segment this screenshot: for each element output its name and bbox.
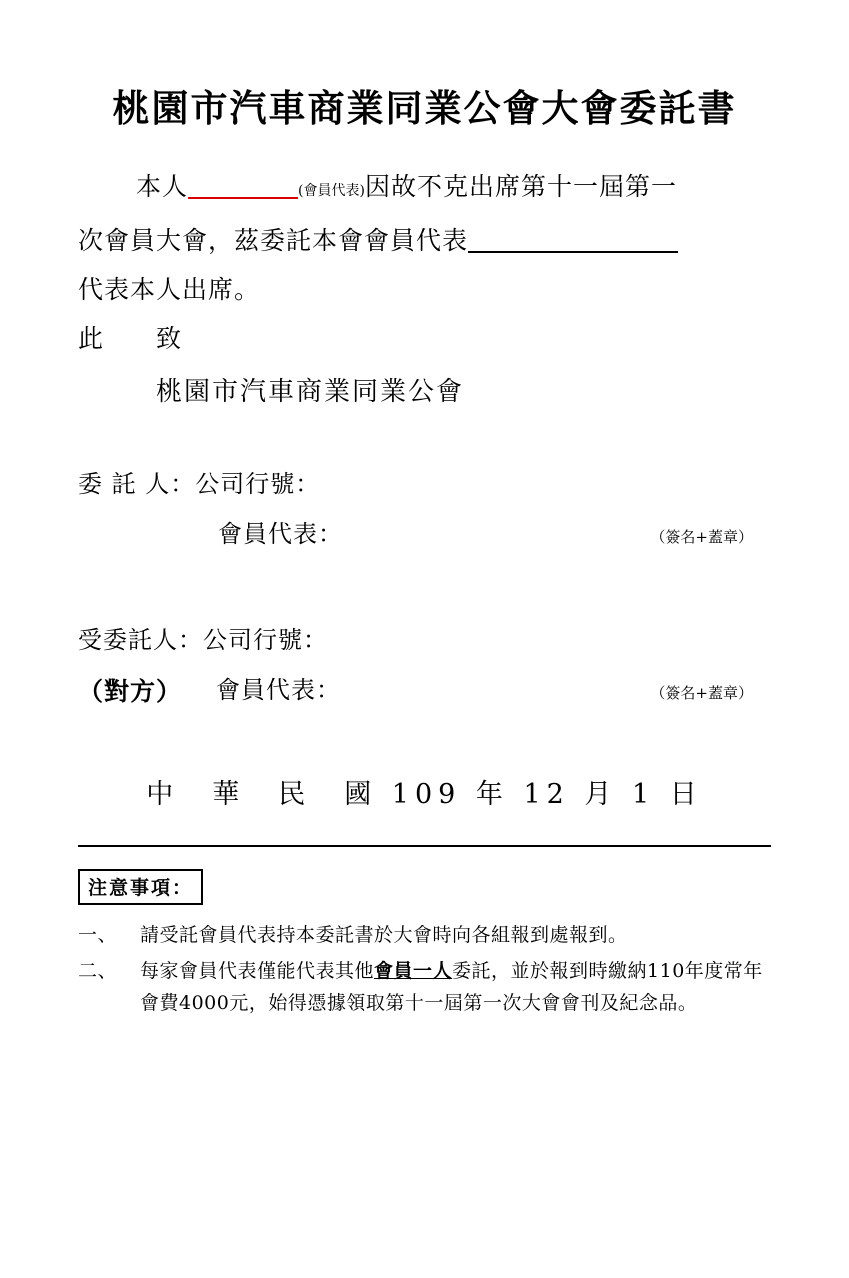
principal-company-label: 委 託 人：公司行號： — [78, 470, 321, 498]
paragraph-line-3 — [78, 265, 771, 314]
paragraph-line-1 — [78, 162, 771, 216]
divider — [78, 845, 771, 847]
note-number: 一、 — [78, 924, 118, 946]
association-name: 桃園市汽車商業同業公會 — [156, 377, 465, 407]
paragraph-line-2 — [78, 216, 771, 265]
agent-name-blank[interactable] — [468, 251, 678, 253]
self-label: 本人 — [136, 172, 189, 201]
principal-seal-note: （簽名+蓋章） — [650, 528, 753, 546]
closing-text: 此 致 — [78, 324, 183, 353]
list-item — [78, 955, 771, 1019]
note-text: 請受託會員代表持本委託書於大會時向各組報到處報到。 — [140, 924, 628, 946]
agent-company-row — [78, 620, 771, 670]
signature-block — [78, 464, 771, 720]
note-number: 二、 — [78, 960, 118, 982]
note-text-emphasis: 會員一人 — [374, 960, 453, 982]
note-text — [140, 955, 771, 1019]
principal-company-row — [78, 464, 771, 514]
notice-heading: 注意事項： — [78, 869, 203, 905]
member-rep-note: (會員代表) — [298, 183, 365, 199]
principal-rep-row — [78, 514, 771, 564]
spacer — [78, 564, 771, 620]
list-item — [78, 919, 771, 951]
paragraph-line-2-text: 次會員大會，茲委託本會會員代表 — [78, 226, 469, 255]
principal-rep-label: 會員代表： — [218, 520, 343, 548]
agent-rep-row — [78, 670, 771, 720]
date-line: 中 華 民 國 109 年 12 月 1 日 — [146, 779, 703, 810]
agent-rep-label: 會員代表： — [216, 676, 342, 704]
body-paragraph — [78, 162, 771, 363]
agent-company-label: 受委託人：公司行號： — [78, 626, 328, 654]
page-title: 桃園市汽車商業同業公會大會委託書 — [112, 86, 737, 130]
paragraph-line-3-text: 代表本人出席。 — [78, 275, 261, 304]
counterparty-tag: （對方） — [78, 677, 183, 706]
paragraph-line-1-tail: 因故不克出席第十一屆第一 — [364, 172, 677, 201]
principal-name-blank[interactable] — [188, 197, 298, 199]
document-page — [0, 78, 849, 1278]
note-text-before: 每家會員代表僅能代表其他 — [140, 960, 375, 982]
agent-seal-note: （簽名+蓋章） — [650, 684, 753, 702]
note-text-after: 委託，並於報到時繳納110年度常年會費4000元，始得憑據領取第十一屆第一次大會會刊及紀念品。 — [140, 960, 763, 1014]
notes-list — [78, 919, 771, 1019]
closing-line — [78, 314, 771, 363]
